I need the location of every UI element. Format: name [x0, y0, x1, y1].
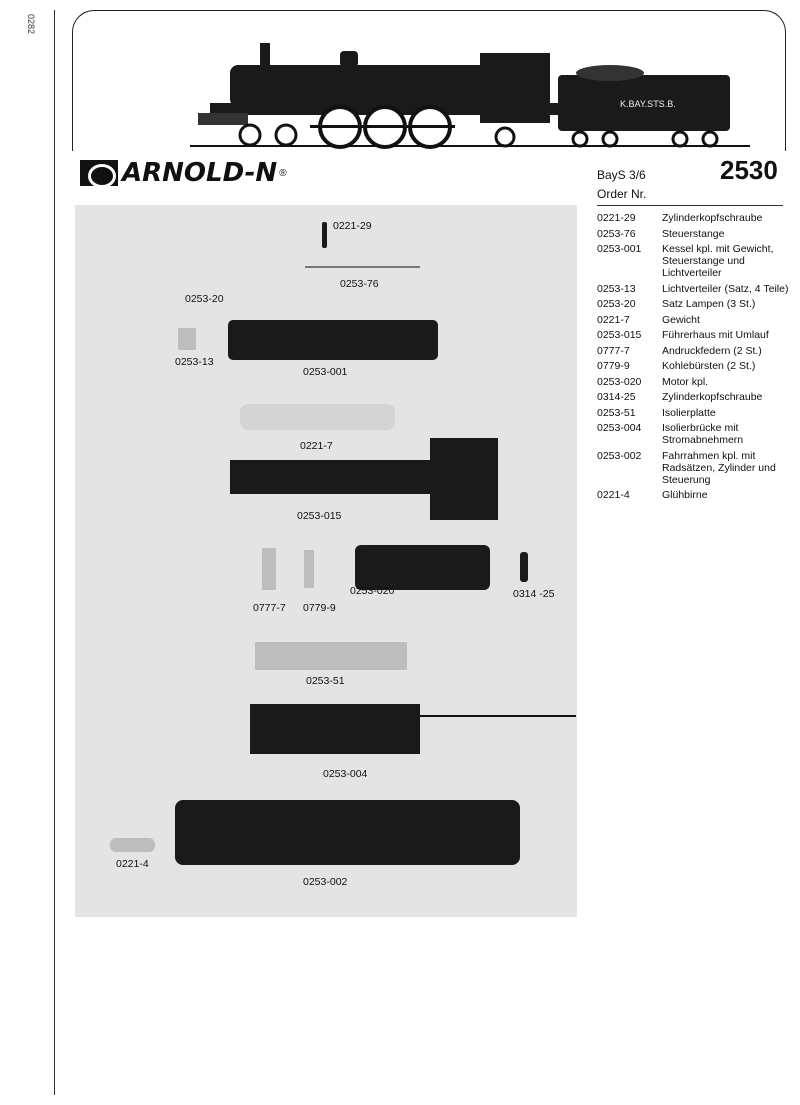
- photo-label: 0221-4: [116, 858, 149, 870]
- arnold-logo-icon: [80, 160, 118, 186]
- part-boiler-0253-001: [228, 320, 438, 360]
- part-description: Isolierplatte: [662, 406, 716, 419]
- tender-lettering: K.BAY.STS.B.: [620, 99, 676, 109]
- list-item: [597, 314, 797, 326]
- part-bulb-0221-4: [110, 838, 155, 852]
- list-item: [597, 283, 797, 295]
- part-springs-0777-7: [262, 548, 276, 590]
- part-brushes-0779-9: [304, 550, 314, 588]
- brand-logo: [80, 158, 287, 188]
- part-motor-0253-020: [355, 545, 490, 590]
- part-description: Steuerstange: [662, 227, 725, 240]
- part-code: 0221-29: [597, 212, 636, 224]
- part-description: Motor kpl.: [662, 375, 709, 388]
- list-item: [597, 243, 797, 279]
- photo-label: 0253-13: [175, 356, 214, 368]
- part-code: 0253-76: [597, 227, 636, 240]
- part-code: 0253-015: [597, 329, 642, 341]
- part-light-guide-0253-13: [178, 328, 196, 350]
- part-screw-0314-25: [520, 552, 528, 582]
- photo-label: 0314 -25: [513, 588, 555, 600]
- list-item: [597, 360, 797, 372]
- part-code: 0253-020: [597, 375, 642, 388]
- part-code: 0777-7: [597, 344, 630, 357]
- photo-label: 0253-015: [297, 510, 342, 522]
- part-description: Zylinderkopfschraube: [662, 391, 763, 403]
- part-weight-0221-7: [240, 404, 395, 430]
- parts-list: [597, 212, 797, 505]
- part-insulation-plate-0253-51: [255, 642, 407, 670]
- part-code: 0221-4: [597, 489, 630, 501]
- list-item: [597, 376, 797, 388]
- divider: [597, 205, 783, 206]
- part-description: Zylinderkopfschraube: [662, 212, 763, 224]
- part-code: 0314-25: [597, 391, 636, 403]
- part-insulation-bridge-0253-004: [250, 704, 420, 754]
- part-code: 0253-13: [597, 282, 636, 295]
- photo-label: 0253-51: [306, 675, 345, 687]
- part-chassis-0253-002: [175, 800, 520, 865]
- list-item: [597, 407, 797, 419]
- photo-label: 0253-002: [303, 876, 348, 888]
- part-description: Kessel kpl. mit Gewicht, Steuerstange und Lichtverteiler: [662, 243, 774, 279]
- part-description: Führerhaus mit Umlauf: [662, 329, 769, 341]
- part-description: Lichtverteiler (Satz, 4 Teile): [662, 282, 789, 295]
- registered-mark: ®: [279, 167, 287, 179]
- photo-label: 0779-9: [303, 602, 336, 614]
- list-item: [597, 212, 797, 224]
- part-code: 0253-51: [597, 406, 636, 419]
- part-description: Gewicht: [662, 313, 700, 326]
- page-number: 0282: [26, 14, 36, 35]
- part-code: 0221-7: [597, 313, 630, 326]
- photo-label: 0253-020: [350, 585, 395, 597]
- part-description: Kohlebürsten (2 St.): [662, 360, 756, 372]
- part-description: Glühbirne: [662, 489, 708, 501]
- article-number: 2530: [720, 155, 778, 185]
- part-cab-frame-0253-015: [230, 460, 430, 494]
- part-code: 0253-20: [597, 298, 636, 310]
- order-number-label: Order Nr.: [597, 187, 647, 201]
- list-item: [597, 298, 797, 310]
- part-code: 0253-001: [597, 243, 642, 255]
- photo-label: 0221-29: [333, 220, 372, 232]
- photo-label: 0221-7: [300, 440, 333, 452]
- photo-label: 0253-004: [323, 768, 368, 780]
- part-description: Isolierbrücke mit Stromabnehmern: [662, 422, 744, 446]
- part-rod-0253-76: [305, 266, 420, 268]
- photo-label: 0253-76: [340, 278, 379, 290]
- photo-label: 0777-7: [253, 602, 286, 614]
- list-item: [597, 422, 797, 446]
- part-cab-0253-015: [430, 438, 498, 520]
- model-name: BayS 3/6: [597, 168, 646, 182]
- list-item: [597, 345, 797, 357]
- part-description: Andruckfedern (2 St.): [662, 344, 762, 357]
- photo-label: 0253-001: [303, 366, 348, 378]
- part-code: 0253-002: [597, 449, 642, 462]
- pickup-wire: [420, 715, 576, 717]
- part-code: 0253-004: [597, 422, 642, 434]
- locomotive-illustration: [190, 35, 750, 153]
- part-code: 0779-9: [597, 360, 630, 372]
- list-item: [597, 228, 797, 240]
- list-item: [597, 489, 797, 501]
- list-item: [597, 450, 797, 486]
- photo-label: 0253-20: [185, 293, 224, 305]
- list-item: [597, 329, 797, 341]
- brand-name: ARNOLD-N: [122, 158, 278, 188]
- part-screw-0221-29: [322, 222, 327, 248]
- margin-line: [54, 10, 55, 1095]
- part-description: Satz Lampen (3 St.): [662, 298, 756, 310]
- list-item: [597, 391, 797, 403]
- part-description: Fahrrahmen kpl. mit Radsätzen, Zylinder und Steuerung: [662, 449, 776, 486]
